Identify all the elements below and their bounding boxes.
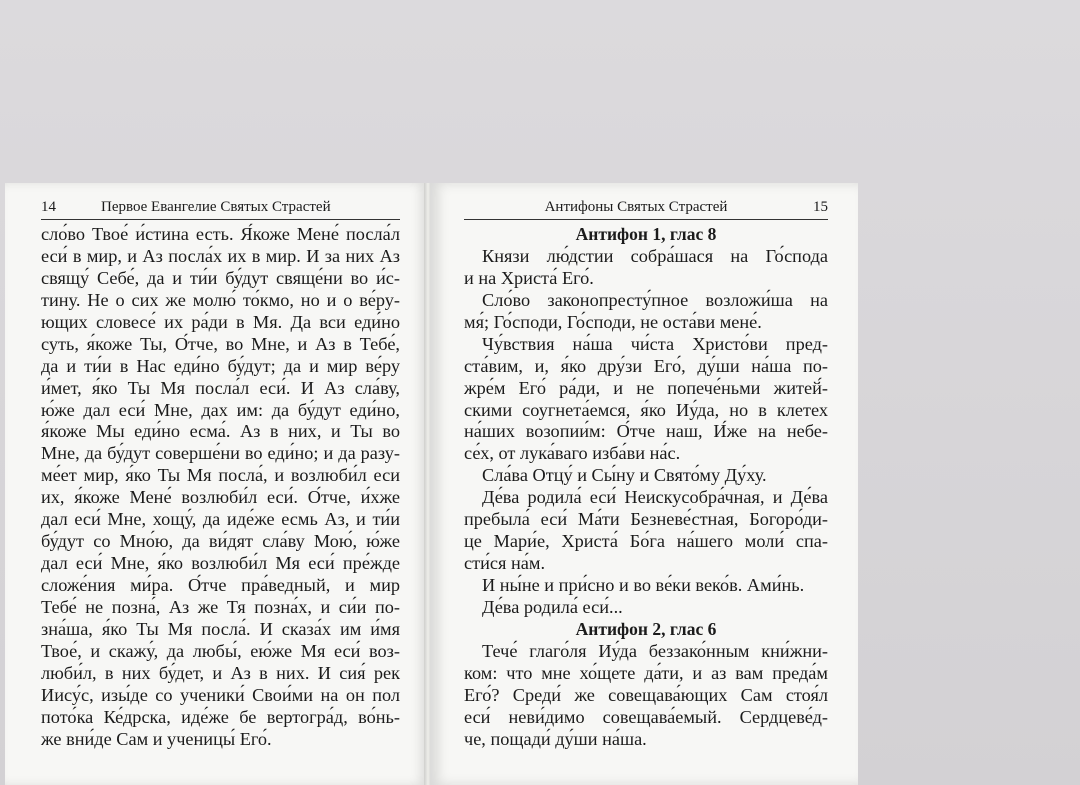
left-running-head <box>41 199 400 220</box>
text-line: и на Христа́ Его́. <box>464 267 594 288</box>
text-line: люби́л, в них бу́дет, и Аз в них. И сия́ рек <box>41 662 400 683</box>
text-line: ю́же дал еси́ Мне, дах им: да бу́дут еди́но, <box>41 399 400 420</box>
text-line: Де́ва родила́ еси́ Неискусобра́чная, и Де́ва <box>482 487 828 508</box>
text-line: Иису́с, изы́де со ученики́ Свои́ми на он пол <box>41 684 400 705</box>
text-line: пото́ка Ке́дрска, иде́же бе вертогра́д, во́нь- <box>41 706 400 727</box>
text-line: ста́вим, и, я́ко дру́зи Его́, ду́ши на́ша по- <box>464 355 828 376</box>
text-line: скими соугнета́емся, я́ко Иу́да, но в клетех <box>464 399 828 420</box>
text-line: на́ших возопии́м: О́тче наш, И́же на небе- <box>464 421 828 442</box>
text-line: дал еси́ Мне, я́ко возлюби́л Мя еси́ пре́жде <box>41 553 400 574</box>
text-line: сложе́ния ми́ра. О́тче пра́ведный, и мир <box>41 575 400 595</box>
text-line: да и ти́и в Нас еди́но бу́дут; да и мир ве́ру <box>41 355 400 376</box>
right-page <box>430 183 858 785</box>
text-line: Сла́ва Отцу́ и Сы́ну и Свято́му Ду́ху. <box>482 465 767 486</box>
text-line: жре́м Его́ ра́ди, и не попече́ньми житей́- <box>464 377 828 398</box>
text-line: еси́ неви́димо совещава́емый. Сердцеве́д- <box>464 706 828 727</box>
text-line: бу́дут со Мно́ю, да ви́дят сла́ву Мою́, ю́же <box>41 531 400 552</box>
left-running-title: Первое Евангелие Святых Страстей <box>101 199 331 215</box>
antiphon-heading: Антифон 1, глас 8 <box>575 224 717 244</box>
text-line: еси́ в мир, и Аз посла́х их в мир. И за них Аз <box>41 245 400 266</box>
text-line: свящу́ Себе́, да и ти́и бу́дут свяще́ни во и́с- <box>41 267 400 288</box>
text-line: же вни́де Сам и ученицы́ Его́. <box>41 728 272 749</box>
text-line: Его́? Среди́ же совещава́ющих Сам стоя́л <box>464 684 828 705</box>
text-line: сло́во Твое́ и́стина есть. Я́коже Мене́ посла́л <box>41 224 400 244</box>
text-line: ком: что мне хо́щете да́ти, и аз вам преда́м <box>464 662 828 683</box>
text-line: и́мет, я́ко Ты Мя посла́л еси́. И Аз сла́ву, <box>41 377 400 398</box>
text-line: Тече́ глаго́ля Иу́да беззако́нным кни́жни- <box>482 640 828 661</box>
text-line: И ны́не и при́сно и во ве́ки веко́в. Ами́нь. <box>482 575 805 595</box>
text-line: Тебе́ не позна́, Аз же Тя позна́х, и си́и по- <box>41 596 400 617</box>
text-line: се́х, от лука́ваго изба́ви на́с. <box>464 443 681 464</box>
text-line: пребыла́ еси́ Ма́ти Безневе́стная, Богоро́ди- <box>464 509 828 530</box>
text-line: Твое́, и скажу́, да любы́, ею́же Мя еси́ воз- <box>41 640 400 661</box>
text-line: их, я́коже Мене́ возлюби́л еси́. О́тче, и́хже <box>41 487 400 508</box>
text-line: Мне, да бу́дут соверше́ни во еди́но; и да разу- <box>41 443 400 464</box>
text-line: це Мари́е, Христа́ Бо́га на́шего моли́ спа- <box>464 531 828 552</box>
antiphon-heading: Антифон 2, глас 6 <box>575 618 717 639</box>
text-line: дал еси́ Мне, хощу́, да иде́же есмь Аз, и ти́и <box>41 509 400 530</box>
text-line: мя́; Го́споди, Го́споди, не оста́ви мене́. <box>464 311 762 332</box>
left-page-number: 14 <box>41 199 56 215</box>
text-line: сти́ся на́м. <box>464 553 546 574</box>
right-page-number: 15 <box>813 199 828 215</box>
text-line: ющих словесе́ их ра́ди в Мя. Да вси еди́но <box>41 311 400 332</box>
text-line: ме́ет мир, я́ко Ты Мя посла́, и возлюби́л еси <box>41 465 400 486</box>
text-line: Чу́вствия на́ша чи́ста Христо́ви пред- <box>482 333 828 354</box>
text-line: тину. Не о сих же молю́ то́кмо, но и о ве́ру- <box>41 289 400 310</box>
right-page-text <box>464 224 828 751</box>
text-line: Князи лю́дстии собра́шася на Го́спода <box>482 245 828 266</box>
text-line: суть, я́коже Ты, О́тче, во Мне, и Аз в Тебе́, <box>41 333 400 354</box>
left-page-text <box>41 224 400 751</box>
right-running-title: Антифоны Святых Страстей <box>544 199 728 215</box>
right-running-head <box>464 199 828 220</box>
text-line: че, пощади́ ду́ши на́ша. <box>464 728 647 749</box>
left-page <box>5 183 426 785</box>
text-line: я́коже Мы еди́но есма́. Аз в них, и Ты во <box>41 421 400 442</box>
text-line: зна́ша, я́ко Ты Мя посла́. И сказа́х им и́мя <box>41 618 400 639</box>
text-line: Сло́во законопресту́пное возложи́ша на <box>482 289 828 310</box>
text-line: Де́ва родила́ еси́... <box>482 596 623 617</box>
